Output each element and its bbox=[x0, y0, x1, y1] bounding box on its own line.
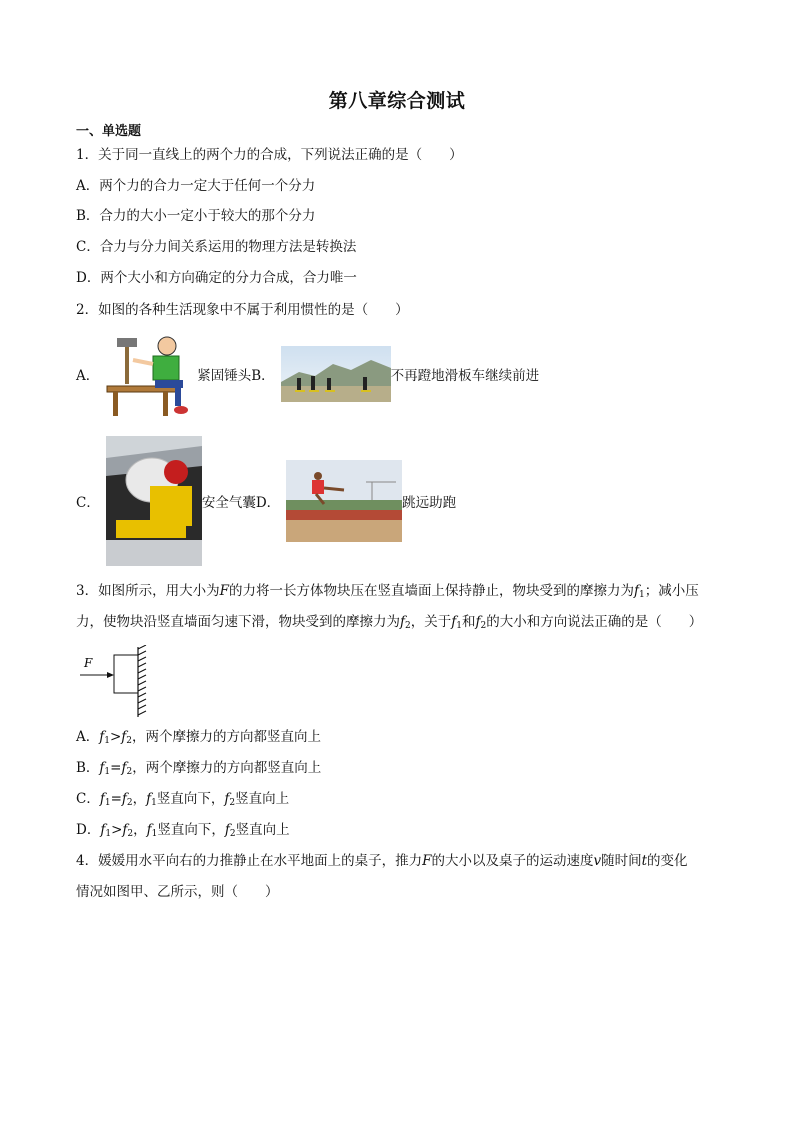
q3-stem-line2: 力，使物块沿竖直墙面匀速下滑，物块受到的摩擦力为$f_2$，关于$f_1$和$f_2$的大小和方向说法正确的是（ ） bbox=[76, 614, 703, 631]
q2-option-c-letter[interactable]: C． bbox=[76, 495, 100, 511]
page-title: 第八章综合测试 bbox=[328, 90, 466, 112]
q2-option-d-letter[interactable]: D． bbox=[255, 495, 281, 511]
q2-option-c-text: 安全气囊 bbox=[201, 495, 256, 511]
q3-option-a[interactable]: A．$f_1>f_2$，两个摩擦力的方向都竖直向上 bbox=[76, 729, 322, 746]
long-jump-image bbox=[286, 460, 402, 542]
q1-option-d[interactable]: D．两个大小和方向确定的分力合成，合力唯一 bbox=[76, 270, 357, 286]
q3-option-b[interactable]: B．$f_1=f_2$，两个摩擦力的方向都竖直向上 bbox=[76, 760, 322, 777]
q1-stem: 1．关于同一直线上的两个力的合成，下列说法正确的是（ ） bbox=[76, 147, 463, 163]
q1-option-a[interactable]: A．两个力的合力一定大于任何一个分力 bbox=[76, 178, 316, 194]
q1-option-b[interactable]: B．合力的大小一定小于较大的那个分力 bbox=[76, 208, 316, 224]
force-label: F bbox=[84, 656, 93, 670]
q2-option-a-text: 紧固锤头 bbox=[197, 368, 252, 384]
scooter-image bbox=[281, 346, 391, 402]
q3-option-c[interactable]: C．$f_1=f_2$，$f_1$竖直向下，$f_2$竖直向上 bbox=[76, 791, 290, 808]
airbag-image bbox=[106, 436, 202, 566]
q2-option-b-text: 不再蹬地滑板车继续前进 bbox=[390, 368, 540, 384]
q2-row-ab bbox=[76, 330, 539, 418]
q3-option-d[interactable]: D．$f_1>f_2$，$f_1$竖直向下，$f_2$竖直向上 bbox=[76, 822, 290, 839]
q1-option-c[interactable]: C．合力与分力间关系运用的物理方法是转换法 bbox=[76, 239, 357, 255]
q2-option-d-text: 跳远助跑 bbox=[402, 495, 457, 511]
q2-option-b-letter[interactable]: B． bbox=[251, 368, 275, 384]
section-heading: 一、单选题 bbox=[76, 124, 142, 139]
hammer-image bbox=[105, 330, 197, 418]
q4-stem-line1: 4．媛媛用水平向右的力推静止在水平地面上的桌子，推力F的大小以及桌子的运动速度v随时间t的变化 bbox=[76, 853, 688, 869]
q2-stem: 2．如图的各种生活现象中不属于利用惯性的是（ ） bbox=[76, 302, 409, 318]
q2-option-a-letter[interactable]: A． bbox=[76, 368, 100, 384]
q4-stem-line2: 情况如图甲、乙所示，则（ ） bbox=[76, 884, 279, 900]
q3-stem-line1: 3．如图所示，用大小为F的力将一长方体物块压在竖直墙面上保持静止，物块受到的摩擦力为$f_1$；减小压 bbox=[76, 583, 699, 600]
q2-row-cd bbox=[76, 436, 456, 566]
q3-figure bbox=[76, 645, 160, 723]
